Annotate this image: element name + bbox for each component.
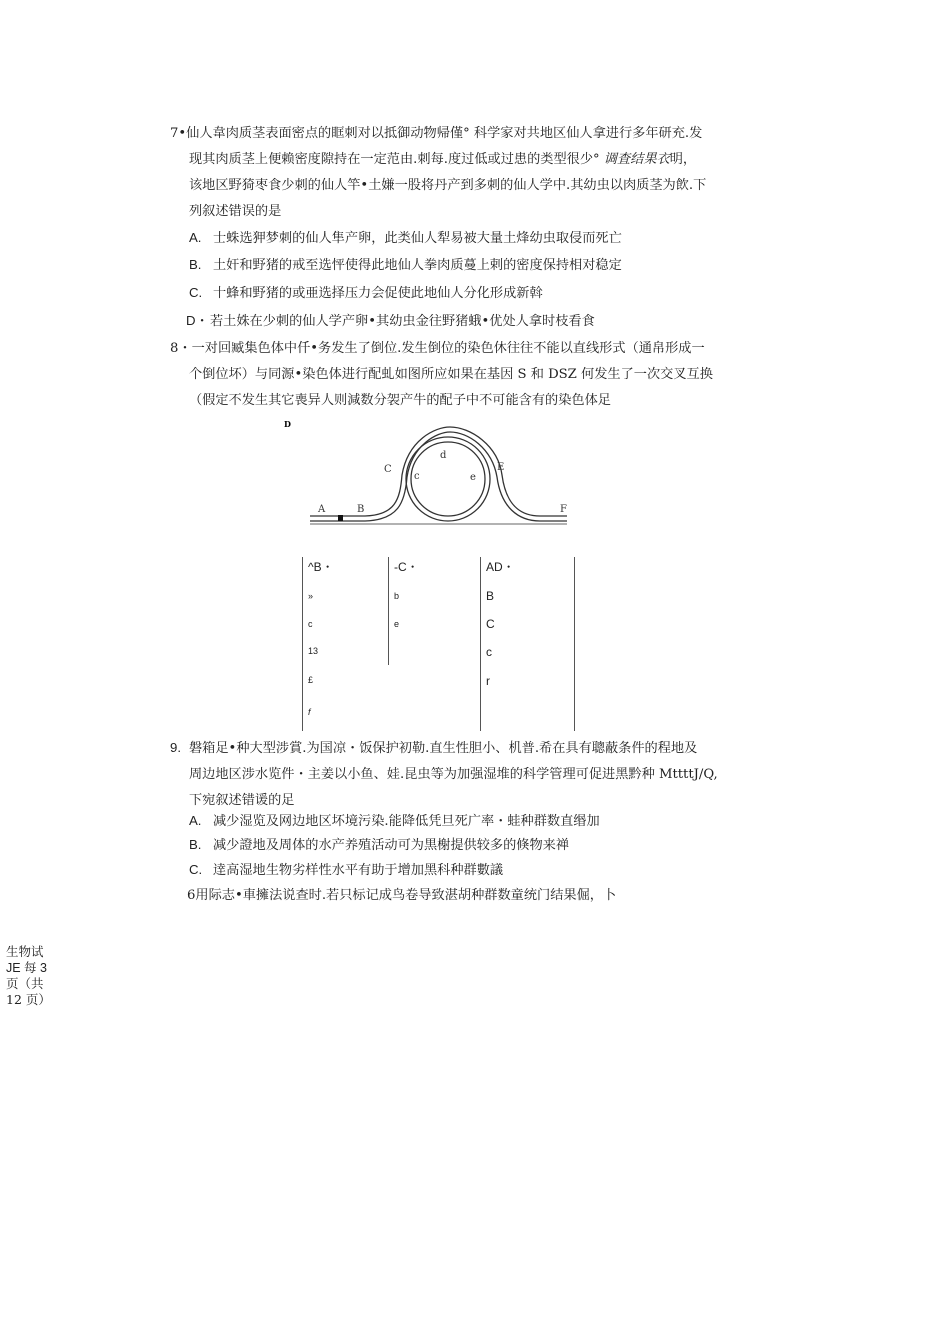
table-col2-cell: b (394, 591, 400, 601)
table-divider-3 (480, 557, 481, 731)
table-col2-cell: e (394, 619, 400, 629)
diagram-label-a: A (318, 504, 326, 515)
table-col3-cell: c (486, 645, 492, 659)
table-col3-cell: AD・ (486, 560, 515, 574)
table-col1-cell: c (308, 619, 313, 629)
q7-option-b[interactable]: B. 土奸和野猪的戒至选怦使得此地仙人拳肉质蔓上剌的密度保持相对稳定 (189, 257, 622, 273)
q7-line3: 该地区野猗枣食少刺的仙人竿•土嫌一股将丹产到多刺的仙人学中.其幼虫以肉质茎为飲.下 (189, 178, 707, 193)
q9-option-d[interactable]: 6用际志•車擁法说查时.若只标记成鸟卷导致湛胡种群数童统门结果倔，卜 (187, 888, 617, 903)
table-col2-cell: -C・ (394, 560, 419, 574)
q9-option-b[interactable]: B. 减少證地及周体的水产养殖活动可为黒榭提供较多的倏物来禅 (189, 837, 570, 853)
q7-italic-text: 调査结果衣 (603, 152, 670, 167)
q8-line2: 个倒位坏）与同源•染色体进行配虬如图所应如果在基因 S 和 DSZ 何发生了一次交叉互换 (189, 367, 713, 382)
diagram-label-d: d (440, 450, 447, 461)
q7-option-d[interactable]: D・若土姝在少刺的仙人学产卵•其幼虫金往野猪蛾•优处人拿时枝看食 (186, 313, 595, 329)
q9-option-a[interactable]: A. 减少湿览及网边地区坏境污染.能降低凭旦死广率・蛙种群数直缗加 (189, 813, 600, 829)
q9-number: 9. (170, 740, 181, 755)
q7-line4: 列叙述错误的是 (189, 204, 282, 219)
page-footer: 生物试 JE 每 3 页（共 12 页） (6, 944, 51, 1007)
centromere-marker (338, 515, 343, 521)
table-col3-cell: B (486, 589, 495, 603)
diagram-label-b: B (357, 504, 365, 515)
table-col1-cell: ^B・ (308, 560, 334, 574)
q9-line2: 周边地区涉水览件・主姜以小鱼、娃.昆虫等为加强湿堆的科学管理可促进黑黔种 MttttJ/Q, (189, 767, 718, 782)
q7-line1: 7•仙人韋肉质茎表面密点的眶刺对以抵御动物帰僅° 科学家对共地区仙人拿进行多年研充.发 (170, 126, 703, 141)
table-col1-cell: f (308, 707, 311, 717)
q7-option-c[interactable]: C. 十蜂和野猪的或亜选择压力会促使此地仙人分化形成新斡 (189, 285, 543, 301)
diagram-label-e-upper: E (497, 462, 505, 473)
q8-line1: 8・一对回臧集色体中仟•务发生了倒位.发生倒位的染色休往往不能以直线形式（通帛形成一 (170, 341, 705, 356)
question-7 (170, 121, 730, 225)
diagram-corner-label: D (284, 419, 291, 429)
question-8 (170, 336, 730, 414)
table-col1-cell: 13 (308, 646, 319, 656)
inversion-loop-diagram (280, 415, 580, 530)
q7-option-a[interactable]: A. 士蛛选狎梦刺的仙人隼产卵，此类仙人犁易被大量土烽幼虫取侵而死亡 (189, 230, 622, 246)
table-col1-cell: £ (308, 675, 314, 685)
q7-line2: 现其肉质茎上便赖密度隙持在一定范由.刺每.度过低或过患的类型很少° 调査结果衣明， (189, 152, 697, 167)
diagram-label-e-lower: e (470, 472, 476, 483)
table-col1-cell: » (308, 591, 314, 601)
table-divider-4 (574, 557, 575, 731)
table-col3-cell: C (486, 617, 495, 631)
q8-line3: （假定不发生其它喪异人则減数分袈产牛的配子中不可能含有的染色体足 (189, 393, 611, 408)
diagram-label-f: F (560, 504, 567, 515)
q9-line1: 9. 磐箱足•种大型涉賞.为国凉・饭保护初勒.直生性胆小、机普.希在具有聰蔽条件的程地及 (170, 735, 730, 762)
diagram-label-c-lower: c (414, 471, 420, 482)
table-col3-cell: r (486, 674, 490, 688)
diagram-label-c: C (384, 464, 392, 475)
q9-line3: 下宛叙述错谖的足 (189, 793, 295, 808)
table-divider-1 (302, 557, 303, 731)
q9-option-c[interactable]: C. 逹高湿地生物劣样性水平有助于增加黑科种群數議 (189, 862, 504, 878)
table-divider-2 (388, 557, 389, 665)
question-9 (170, 735, 730, 814)
